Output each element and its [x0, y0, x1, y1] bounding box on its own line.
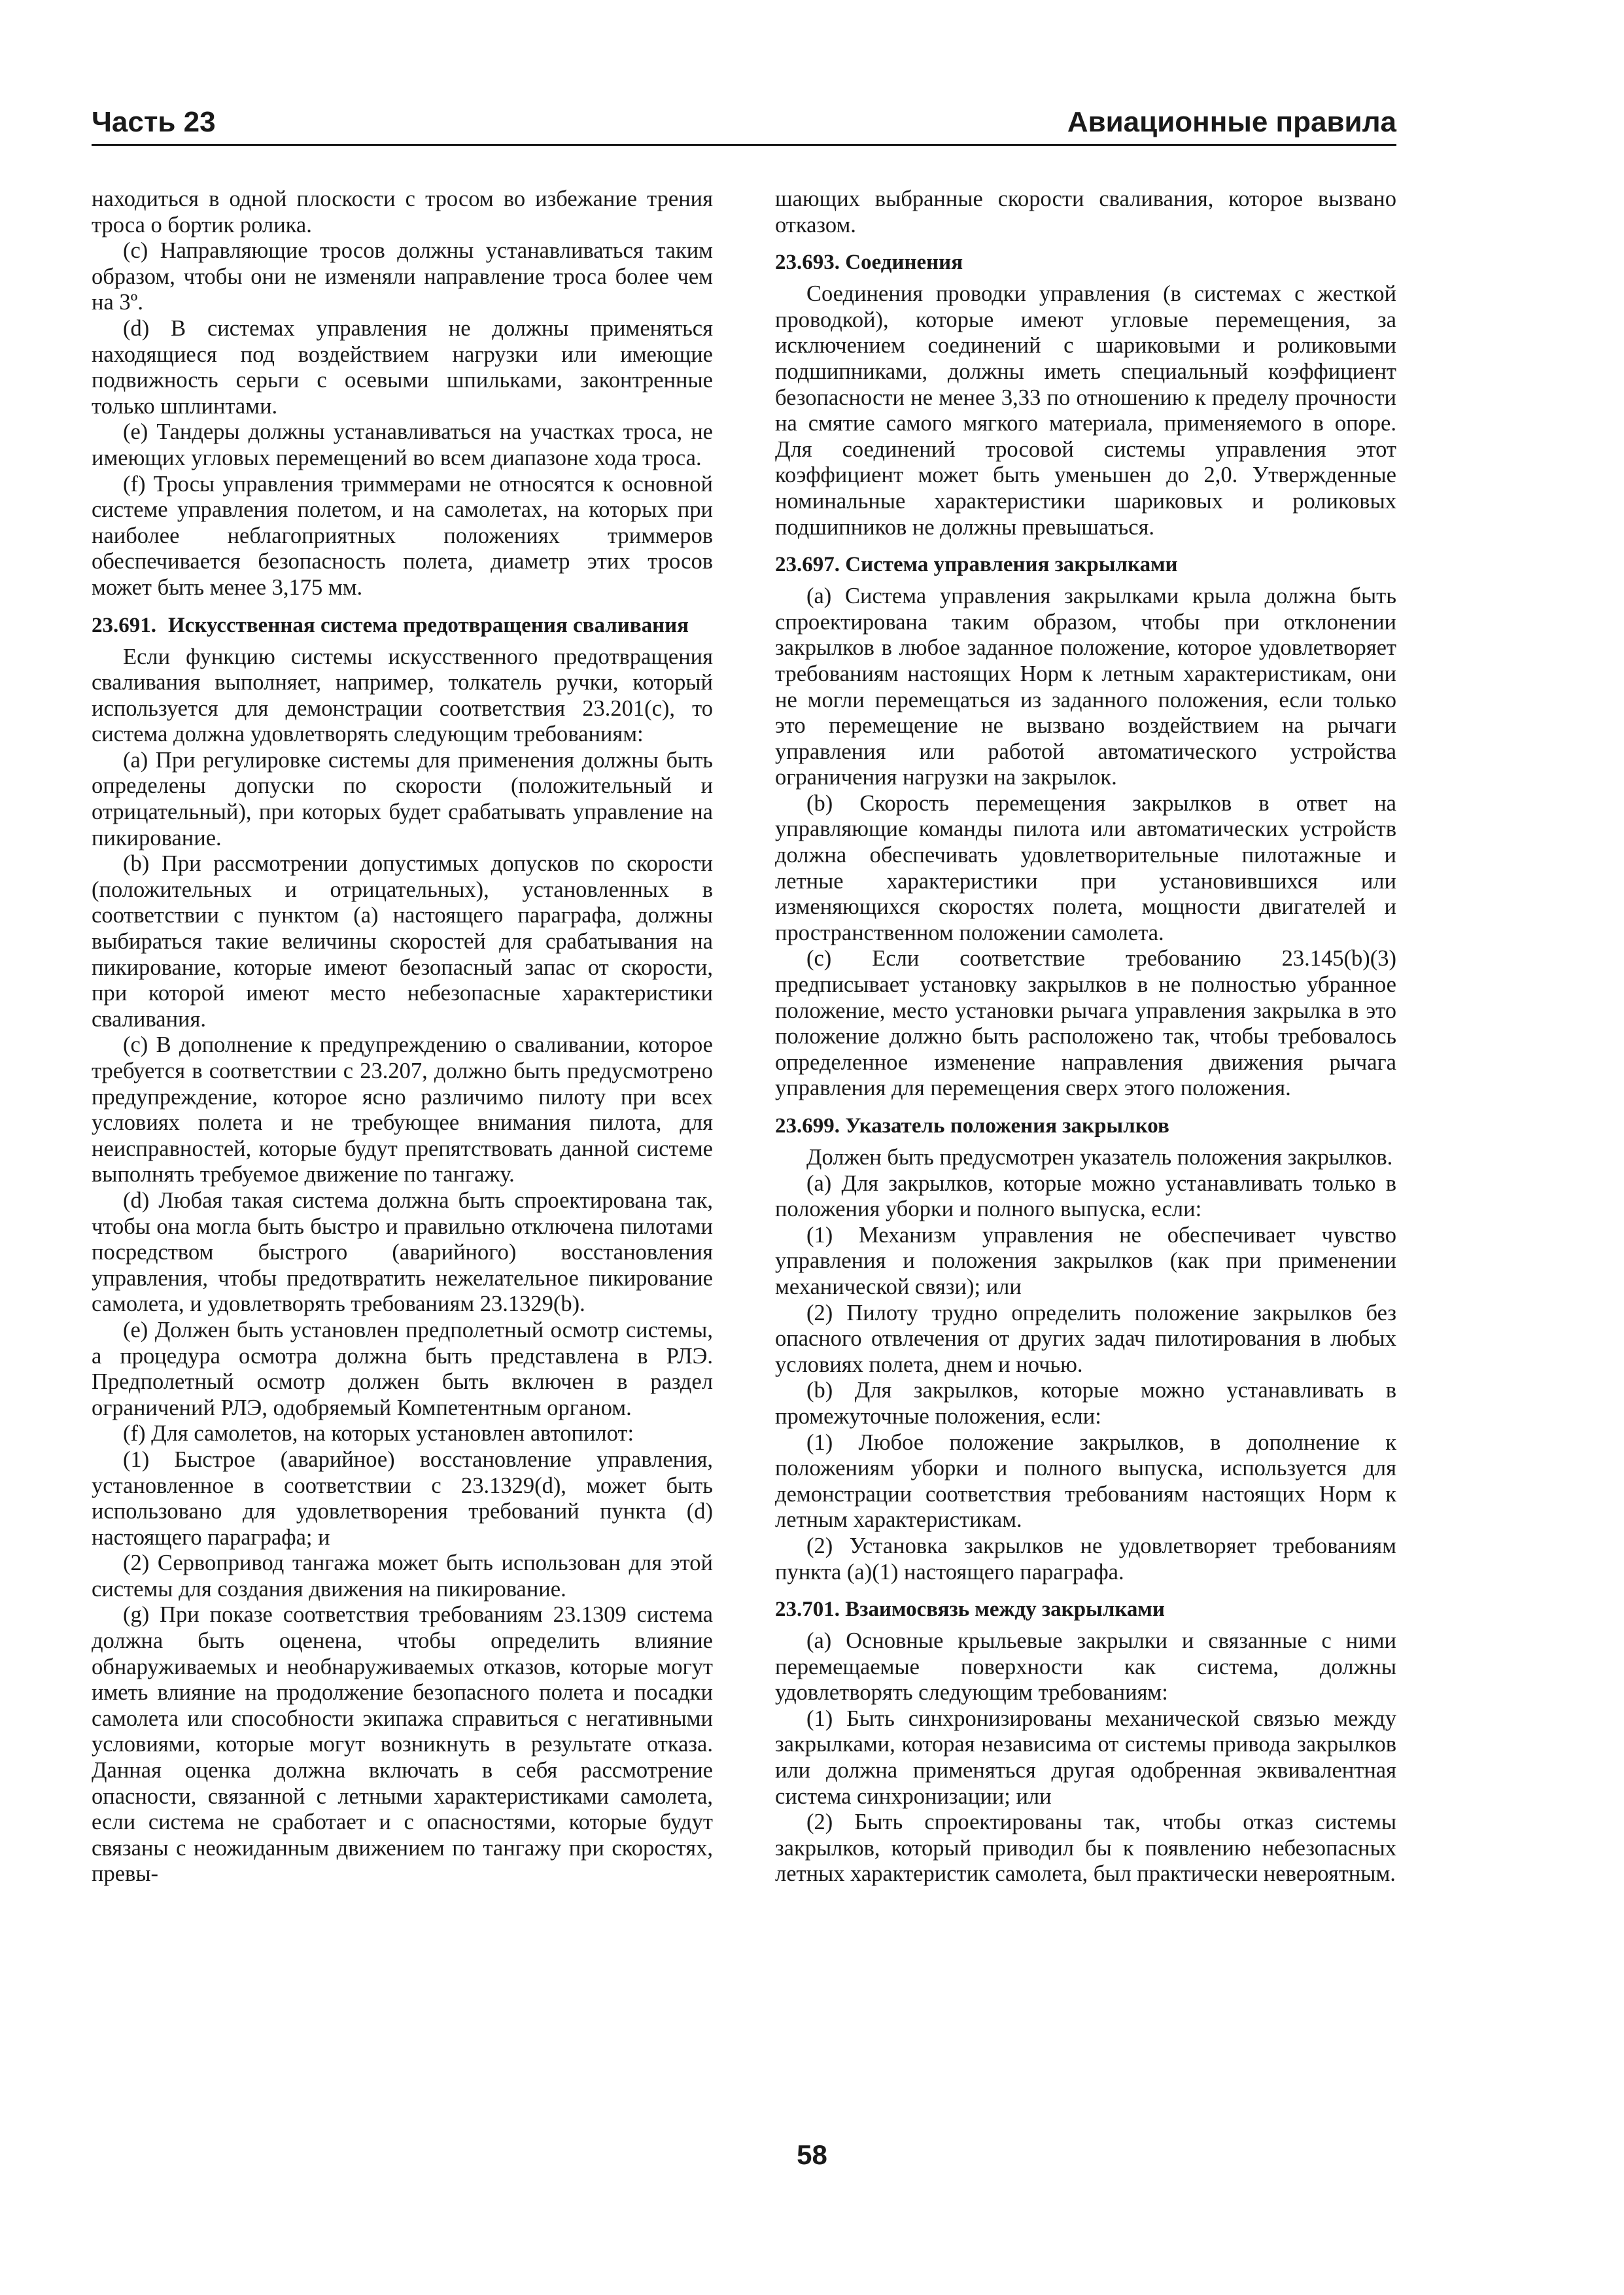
left-column — [92, 186, 713, 1887]
paragraph: (с) Направляющие тросов должны устанавливаться таким образом, чтобы они не изменяли направление троса более чем на 3º. — [92, 238, 713, 315]
paragraph: (2) Пилоту трудно определить положение закрылков без опасного отвлечения от других задач пилотирования в любых условиях полета, днем и ночью. — [775, 1300, 1396, 1377]
paragraph: (а) При регулировке системы для применения должны быть определены допуски по скорости (положительный и отрицательный), при которых будет срабатывать управление на пикирование. — [92, 747, 713, 850]
page-number: 58 — [797, 2139, 827, 2170]
paragraph: (d) Любая такая система должна быть спроектирована так, чтобы она могла быть быстро и правильно отключена пилотами посредством быстрого (аварийного) восстановления управления, чтобы предотвратить нежелательное пикирование самолета, и удовлетворять требованиям 23.1329(b). — [92, 1187, 713, 1317]
paragraph: (с) В дополнение к предупреждению о сваливании, которое требуется в соответствии с 23.207, должно быть предусмотрено предупреждение, которое ясно различимо пилоту при всех условиях полета и не требующее внимания пилота, для неисправностей, которые будут препятствовать данной системе выполнять требуемое движение по тангажу. — [92, 1032, 713, 1187]
paragraph: (2) Быть спроектированы так, чтобы отказ системы закрылков, который приводил бы к появлению небезопасных летных характеристик самолета, был практически невероятным. — [775, 1810, 1396, 1887]
paragraph: (1) Быстрое (аварийное) восстановление управления, установленное в соответствии с 23.1329(d), может быть использовано для удовлетворения требований пункта (d) настоящего параграфа; и — [92, 1446, 713, 1550]
paragraph: Должен быть предусмотрен указатель положения закрылков. — [806, 1145, 1393, 1170]
paragraph: Соединения проводки управления (в системах с жесткой проводкой), которые имеют угловые перемещения, за исключением соединений с шариковыми и роликовыми подшипниками, должны иметь специальный коэффициент безопасности не менее 3,33 по отношению к пределу прочности на смятие самого мягкого материала, применяемого в опоре. Для соединений тросовой системы управления этот коэффициент может быть уменьшен до 2,0. Утвержденные номинальные характеристики шариковых и роликовых подшипников не должны превышаться. — [775, 281, 1396, 540]
paragraph: (2) Сервопривод тангажа может быть использован для этой системы для создания движения на пикирование. — [92, 1550, 713, 1602]
header-title: Авиационные правила — [1067, 106, 1396, 138]
paragraph: (2) Установка закрылков не удовлетворяет требованиям пункта (а)(1) настоящего параграфа. — [775, 1533, 1396, 1585]
paragraph: (а) Для закрылков, которые можно устанавливать только в положения уборки и полного выпуска, если: — [775, 1170, 1396, 1222]
paragraph: (1) Механизм управления не обеспечивает чувство управления и положения закрылков (как при применении механической связи); или — [775, 1222, 1396, 1299]
paragraph: (1) Быть синхронизированы механической связью между закрылками, которая независима от системы привода закрылков или должна применяться другая одобренная эквивалентная система синхронизации; или — [775, 1706, 1396, 1809]
paragraph: (е) Тандеры должны устанавливаться на участках троса, не имеющих угловых перемещений во всем диапазоне хода троса. — [92, 419, 713, 470]
paragraph: (1) Любое положение закрылков, в дополнение к положениям уборки и полного выпуска, используется для демонстрации соответствия требованиям настоящих Норм к летным характеристикам. — [775, 1429, 1396, 1533]
paragraph: (d) В системах управления не должны применяться находящиеся под воздействием нагрузки или имеющие подвижность серьги с осевыми шпильками, законтренные только шплинтами. — [92, 315, 713, 419]
paragraph: (b) Для закрылков, которые можно устанавливать в промежуточные положения, если: — [775, 1378, 1396, 1429]
section-title: Искусственная система предотвращения сваливания — [168, 613, 689, 637]
section-heading-23-697: 23.697. Система управления закрылками — [775, 553, 1178, 577]
section-number: 23.691. — [92, 613, 156, 637]
paragraph: (с) Если соответствие требованию 23.145(b)(3) предписывает установку закрылков в не полностью убранное положение, место установки рычага управления закрылка в это положение должно быть расположено так, чтобы требовалось определенное изменение направления движения рычага управления для перемещения сверх этого положения. — [775, 946, 1396, 1101]
right-column — [775, 186, 1396, 1887]
running-header — [92, 98, 1396, 146]
paragraph: (а) Основные крыльевые закрылки и связанные с ними перемещаемые поверхности как система, должны удовлетворять следующим требованиям: — [775, 1628, 1396, 1706]
paragraph: Если функцию системы искусственного предотвращения сваливания выполняет, например, толкатель ручки, который используется для демонстрации соответствия 23.201(с), то система должна удовлетворять следующим требованиям: — [92, 644, 713, 747]
paragraph: (b) Скорость перемещения закрылков в ответ на управляющие команды пилота или автоматических устройств должна обеспечивать удовлетворительные пилотажные и летные характеристики при установившихся или изменяющихся скоростях полета, мощности двигателей и пространственном положении самолета. — [775, 790, 1396, 945]
paragraph: находиться в одной плоскости с тросом во избежание трения троса о бортик ролика. — [92, 186, 713, 237]
paragraph: (е) Должен быть установлен предполетный осмотр системы, а процедура осмотра должна быть представлена в РЛЭ. Предполетный осмотр должен быть включен в раздел ограничений РЛЭ, одобряемый Компетентным органом. — [92, 1317, 713, 1420]
section-heading-23-691 — [92, 613, 713, 638]
header-part: Часть 23 — [92, 106, 216, 138]
section-heading-23-699: 23.699. Указатель положения закрылков — [775, 1114, 1169, 1138]
paragraph: (а) Система управления закрылками крыла должна быть спроектирована таким образом, чтобы при отклонении закрылков в любое заданное положение, которое удовлетворяет требованиям настоящих Норм к летным характеристикам, они не могли перемещаться из заданного положения, если только это перемещение не вызвано воздействием на рычаги управления или работой автоматического устройства ограничения нагрузки на закрылок. — [775, 584, 1396, 790]
paragraph: (g) При показе соответствия требованиям 23.1309 система должна быть оценена, чтобы определить влияние обнаруживаемых и необнаруживаемых отказов, которые могут иметь влияние на продолжение безопасного полета и посадки самолета или способности экипажа справиться с негативными условиями, которые могут возникнуть в результате отказа. Данная оценка должна включать в себя рассмотрение опасности, связанной с летными характеристиками самолета, если система не сработает и с опасностями, которые будут связаны с неожиданным движением по тангажу при скоростях, превы- — [92, 1602, 713, 1887]
paragraph: (b) При рассмотрении допустимых допусков по скорости (положительных и отрицательных), установленных в соответствии с пунктом (а) настоящего параграфа, должны выбираться такие величины скоростей для срабатывания на пикирование, которые имеют безопасный запас от скорости, при которой имеют место небезопасные характеристики сваливания. — [92, 851, 713, 1032]
section-heading-23-693: 23.693. Соединения — [775, 251, 963, 275]
section-heading-23-701: 23.701. Взаимосвязь между закрылками — [775, 1598, 1165, 1622]
paragraph: (f) Для самолетов, на которых установлен автопилот: — [123, 1421, 634, 1446]
paragraph: шающих выбранные скорости сваливания, которое вызвано отказом. — [775, 186, 1396, 237]
paragraph: (f) Тросы управления триммерами не относятся к основной системе управления полетом, и на самолетах, на которых при наиболее неблагоприятных положениях триммеров обеспечивается безопасность полета, диаметр этих тросов может быть менее 3,175 мм. — [92, 471, 713, 600]
